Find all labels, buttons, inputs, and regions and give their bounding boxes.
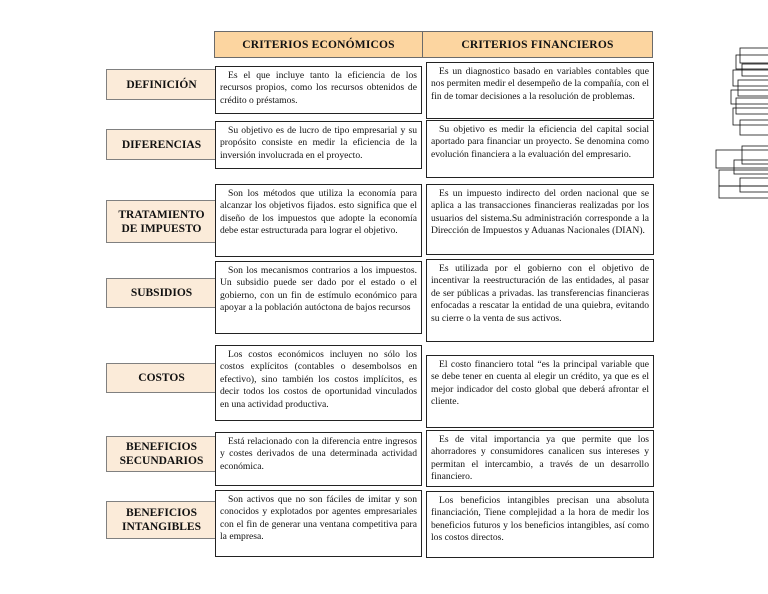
cell-financial-beneficios-secundarios: Es de vital importancia ya que permite que los ahorradores y consumidores canalicen sus intereses y permitan el intercambio, a través de un desarrollo financiero. <box>426 430 654 487</box>
header-criterios-financieros: CRITERIOS FINANCIEROS <box>422 31 653 58</box>
cell-economic-diferencias: Su objetivo es de lucro de tipo empresarial y su propósito consiste en medir la eficiencia de la inversión involucrada en el proyecto. <box>215 121 422 169</box>
row-label-definicion: DEFINICIÓN <box>106 69 217 100</box>
cell-economic-subsidios: Son los mecanismos contrarios a los impuestos. Un subsidio puede ser dado por el estado o el gobierno, con un fin de estímulo económico para apoyar a la población autóctona de bajos recursos <box>215 261 422 334</box>
cell-financial-definicion: Es un diagnostico basado en variables contables que nos permiten medir el desempeño de la compañía, con el fin de tomar decisiones a la resolución de problemas. <box>426 62 654 119</box>
cell-financial-subsidios: Es utilizada por el gobierno con el objetivo de incentivar la reestructuración de las entidades, al pasar de ser públicas a privadas. las transferencias financieras enfocadas a rescatar la entidad de una quiebra, evitando su cierre o la venta de sus activos. <box>426 259 654 342</box>
cell-economic-beneficios-intangibles: Son activos que no son fáciles de imitar y son conocidos y explotados por agentes empresariales con el fin de generar una ventana competitiva para la empresa. <box>215 490 422 557</box>
cell-economic-tratamiento: Son los métodos que utiliza la economía para alcanzar los objetivos fijados. esto significa que el diseño de los impuestos que adopte la economía debe estar estructurada para lograr el objetivo. <box>215 184 422 257</box>
header-criterios-economicos: CRITERIOS ECONÓMICOS <box>214 31 423 58</box>
cell-financial-costos: El costo financiero total “es la principal variable que se debe tener en cuenta al elegir un crédito, ya que es el mejor indicador del costo global que deberá afrontar el cliente. <box>426 355 654 428</box>
row-label-beneficios-secundarios: BENEFICIOS SECUNDARIOS <box>106 436 217 472</box>
cell-economic-definicion: Es el que incluye tanto la eficiencia de los recursos propios, como los recursos obtenidos de crédito o préstamos. <box>215 66 422 114</box>
row-label-beneficios-intangibles: BENEFICIOS INTANGIBLES <box>106 501 217 539</box>
row-label-tratamiento-de-impuesto: TRATAMIENTO DE IMPUESTO <box>106 200 217 243</box>
cell-financial-diferencias: Su objetivo es medir la eficiencia del capital social aportado para financiar un proyecto. Se denomina como evolución financiera a la evaluación del empresario. <box>426 120 654 178</box>
cell-economic-costos: Los costos económicos incluyen no sólo los costos explícitos (contables o desembolsos en efectivo), sino también los costos implícitos, es decir todos los costos de oportunidad vinculados en una actividad productiva. <box>215 345 422 421</box>
cell-economic-beneficios-secundarios: Está relacionado con la diferencia entre ingresos y costes derivados de una determinada actividad económica. <box>215 432 422 486</box>
row-label-diferencias: DIFERENCIAS <box>106 129 217 160</box>
row-label-costos: COSTOS <box>106 363 217 393</box>
cell-financial-tratamiento: Es un impuesto indirecto del orden nacional que se aplica a las transacciones financieras realizadas por los usuarios del sistema.Su administración corresponde a la Dirección de Impuestos y Aduanas Nacionales (DIAN). <box>426 184 654 255</box>
cell-financial-beneficios-intangibles: Los beneficios intangibles precisan una absoluta financiación, Tiene complejidad a la hora de medir los beneficios futuros y los beneficios intangibles, así como los costos directos. <box>426 491 654 558</box>
row-label-subsidios: SUBSIDIOS <box>106 278 217 308</box>
